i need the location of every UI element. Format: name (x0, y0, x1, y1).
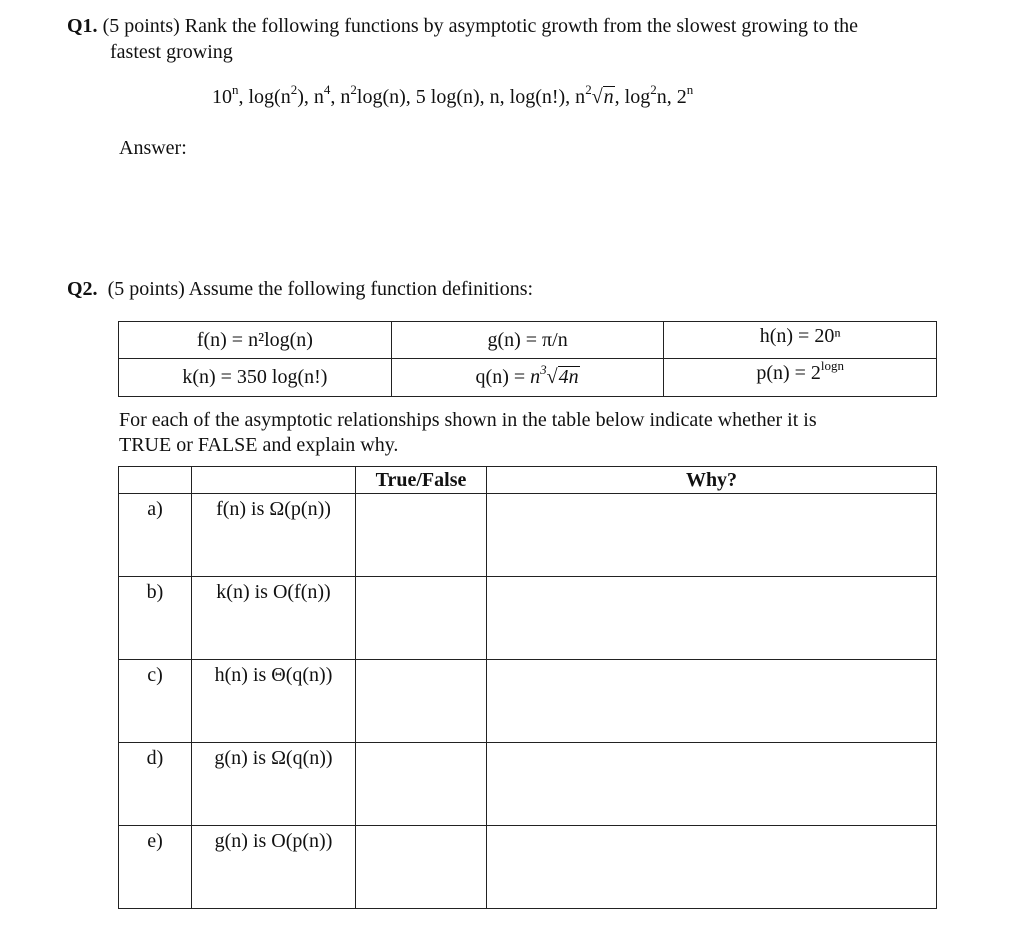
true-false-cell[interactable] (356, 660, 487, 743)
def-h: h(n) = 20ⁿ (664, 322, 937, 359)
row-statement: h(n) is Θ(q(n)) (214, 663, 333, 686)
true-false-cell[interactable] (356, 494, 487, 577)
row-statement: g(n) is O(p(n)) (214, 829, 333, 852)
header-blank-statement (192, 467, 356, 494)
q1-number: Q1. (67, 15, 98, 37)
row-label: b) (146, 580, 164, 603)
row-label: c) (147, 663, 163, 686)
q2-intro: (5 points) Assume the following function definitions: (107, 278, 534, 300)
true-false-cell[interactable] (356, 577, 487, 660)
why-cell[interactable] (487, 660, 937, 743)
q2-prompt (67, 277, 533, 301)
q2-number: Q2. (67, 278, 98, 300)
sqrt-n: √n (591, 86, 614, 108)
def-f: f(n) = n²log(n) (119, 322, 392, 359)
table-row (119, 826, 937, 909)
true-false-cell[interactable] (356, 743, 487, 826)
row-statement: g(n) is Ω(q(n)) (214, 746, 333, 769)
why-cell[interactable] (487, 494, 937, 577)
why-cell[interactable] (487, 826, 937, 909)
relationships-table (118, 466, 937, 909)
q1-function-list: 10$^n$, $\log(n^2)$, $n^4$, $n^2\log(n)$, 5 log(n), n, log(n!), $n^2√n$, $\log^2n$, 2$^n$ (212, 82, 694, 108)
def-q-prefix: q(n) = (475, 366, 531, 388)
q2-instruction-line1: For each of the asymptotic relationships shown in the table below indicate whether it is (119, 409, 817, 431)
row-statement: f(n) is Ω(p(n)) (216, 497, 331, 520)
row-label: a) (147, 497, 163, 520)
q1-text-line1: (5 points) Rank the following functions by asymptotic growth from the slowest growing to the (102, 15, 859, 37)
def-p-base: p(n) = 2 (756, 362, 821, 384)
row-statement: k(n) is O(f(n)) (216, 580, 331, 603)
def-q-expr: $n^3$ (530, 362, 547, 388)
q1-answer-label: Answer: (119, 137, 187, 159)
def-p: $p(n) = 2^{logn}$ (664, 359, 937, 397)
true-false-cell[interactable] (356, 826, 487, 909)
def-q (391, 359, 664, 397)
table-row (119, 494, 937, 577)
row-label: d) (146, 746, 164, 769)
why-cell[interactable] (487, 743, 937, 826)
function-definitions-table (118, 321, 937, 397)
table-row (119, 577, 937, 660)
table-row (119, 660, 937, 743)
table-row (119, 743, 937, 826)
q1-text-line2: fastest growing (110, 41, 233, 63)
header-true-false: True/False (356, 467, 487, 494)
why-cell[interactable] (487, 577, 937, 660)
header-blank-label (119, 467, 192, 494)
header-why: Why? (487, 467, 937, 494)
sqrt-4n: √4n (546, 366, 579, 388)
row-label: e) (147, 829, 163, 852)
q1-prompt (67, 14, 967, 38)
def-k: k(n) = 350 log(n!) (119, 359, 392, 397)
q2-instruction-line2: TRUE or FALSE and explain why. (119, 434, 399, 456)
def-g: g(n) = π/n (391, 322, 664, 359)
